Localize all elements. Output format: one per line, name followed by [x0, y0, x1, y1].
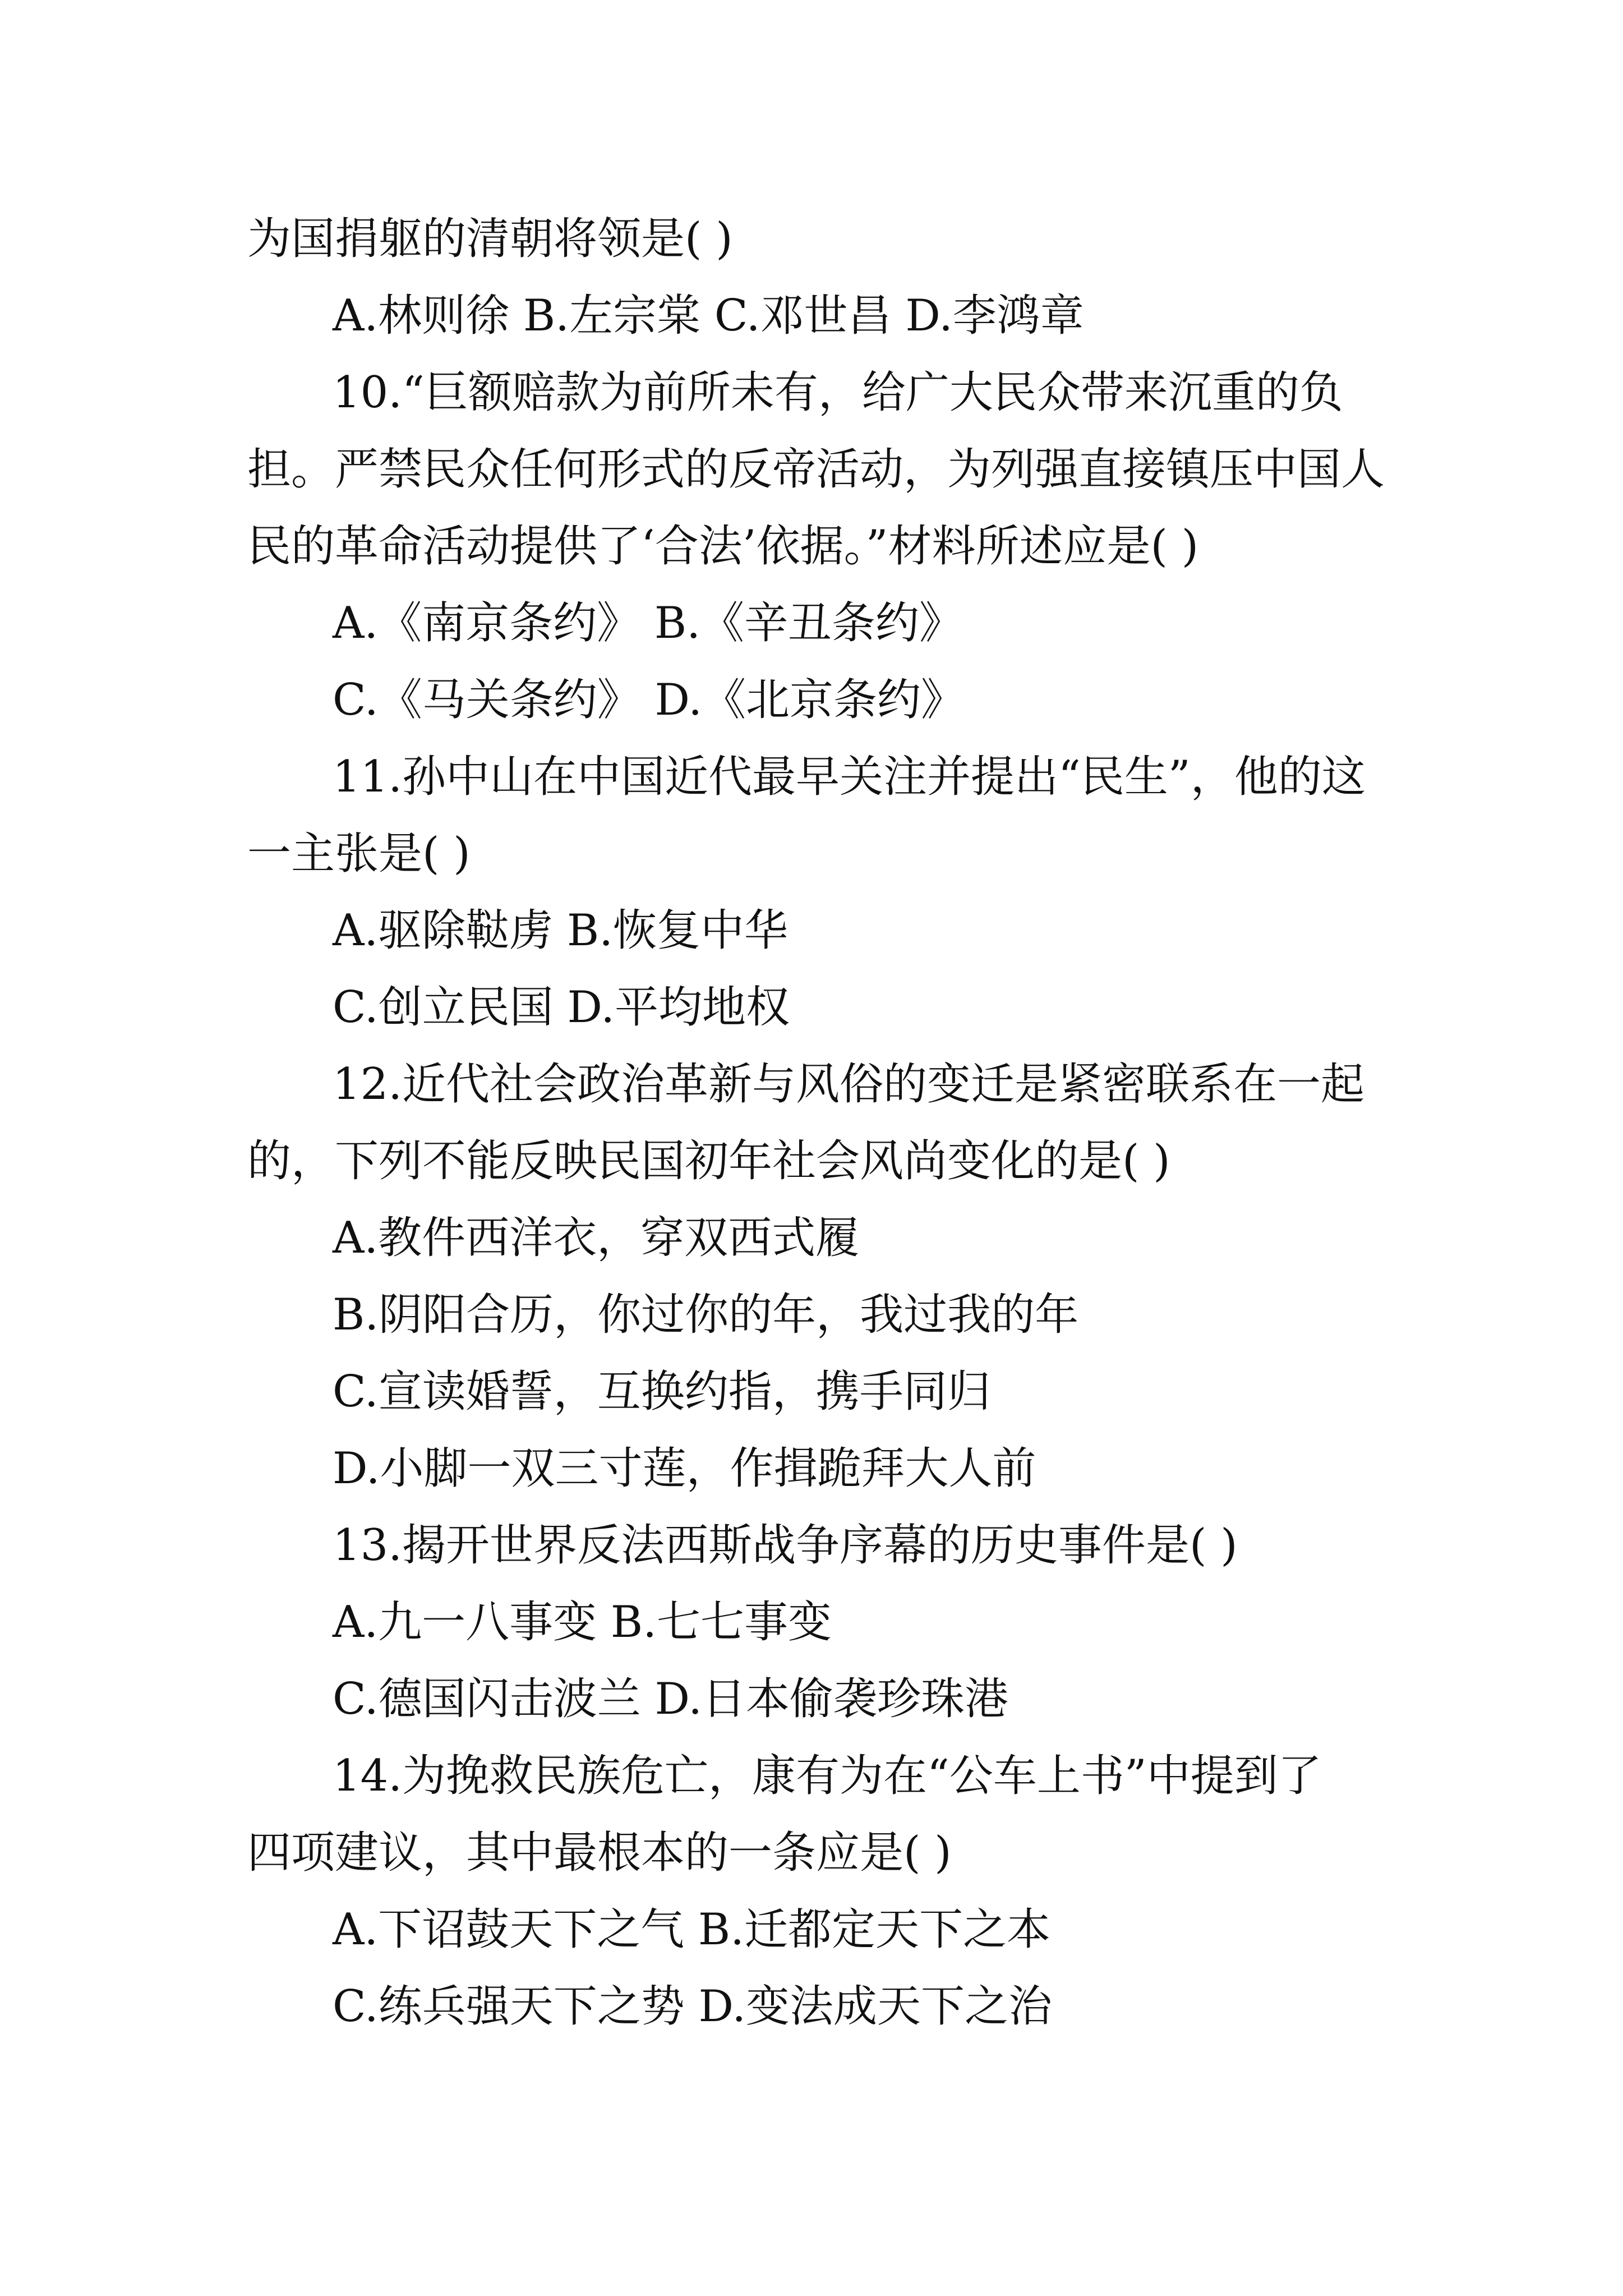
text-line: 担。严禁民众任何形式的反帝活动，为列强直接镇压中国人	[247, 444, 1385, 495]
answer-options-line: C.《马关条约》 D.《北京条约》	[333, 675, 965, 725]
answer-options-line: C.创立民国 D.平均地权	[333, 982, 790, 1033]
text-line: 民的革命活动提供了‘合法’依据。”材料所述应是( )	[247, 521, 1199, 572]
question-13-line: 13.揭开世界反法西斯战争序幕的历史事件是( )	[333, 1520, 1238, 1571]
answer-option-a: A.教件西洋衣，穿双西式履	[333, 1213, 860, 1263]
answer-options-line: A.《南京条约》 B.《辛丑条约》	[333, 598, 963, 648]
question-11-line: 11.孙中山在中国近代最早关注并提出“民生”，他的这	[333, 752, 1366, 802]
question-14-line: 14.为挽救民族危亡，康有为在“公车上书”中提到了	[333, 1751, 1322, 1801]
answer-options-line: A.驱除鞑虏 B.恢复中华	[333, 905, 789, 956]
answer-options-line: C.练兵强天下之势 D.变法成天下之治	[333, 1981, 1053, 2032]
answer-option-d: D.小脚一双三寸莲，作揖跪拜大人前	[333, 1443, 1036, 1494]
answer-option-b: B.阴阳合历，你过你的年，我过我的年	[333, 1290, 1079, 1340]
answer-options-line: A.林则徐 B.左宗棠 C.邓世昌 D.李鸿章	[333, 291, 1084, 341]
answer-options-line: A.下诏鼓天下之气 B.迁都定天下之本	[333, 1904, 1051, 1955]
text-line: 一主张是( )	[247, 829, 471, 879]
answer-options-line: C.德国闪击波兰 D.日本偷袭珍珠港	[333, 1674, 1009, 1724]
text-line: 四项建议，其中最根本的一条应是( )	[247, 1828, 952, 1878]
answer-options-line: A.九一八事变 B.七七事变	[333, 1597, 832, 1648]
question-12-line: 12.近代社会政治革新与风俗的变迁是紧密联系在一起	[333, 1059, 1365, 1110]
answer-option-c: C.宣读婚誓，互换约指，携手同归	[333, 1366, 991, 1417]
text-line: 为国捐躯的清朝将领是( )	[247, 214, 733, 264]
text-line: 的，下列不能反映民国初年社会风尚变化的是( )	[247, 1136, 1170, 1186]
question-10-line: 10.“巨额赔款为前所未有，给广大民众带来沉重的负	[333, 367, 1343, 418]
question-text-block	[247, 201, 1385, 2045]
